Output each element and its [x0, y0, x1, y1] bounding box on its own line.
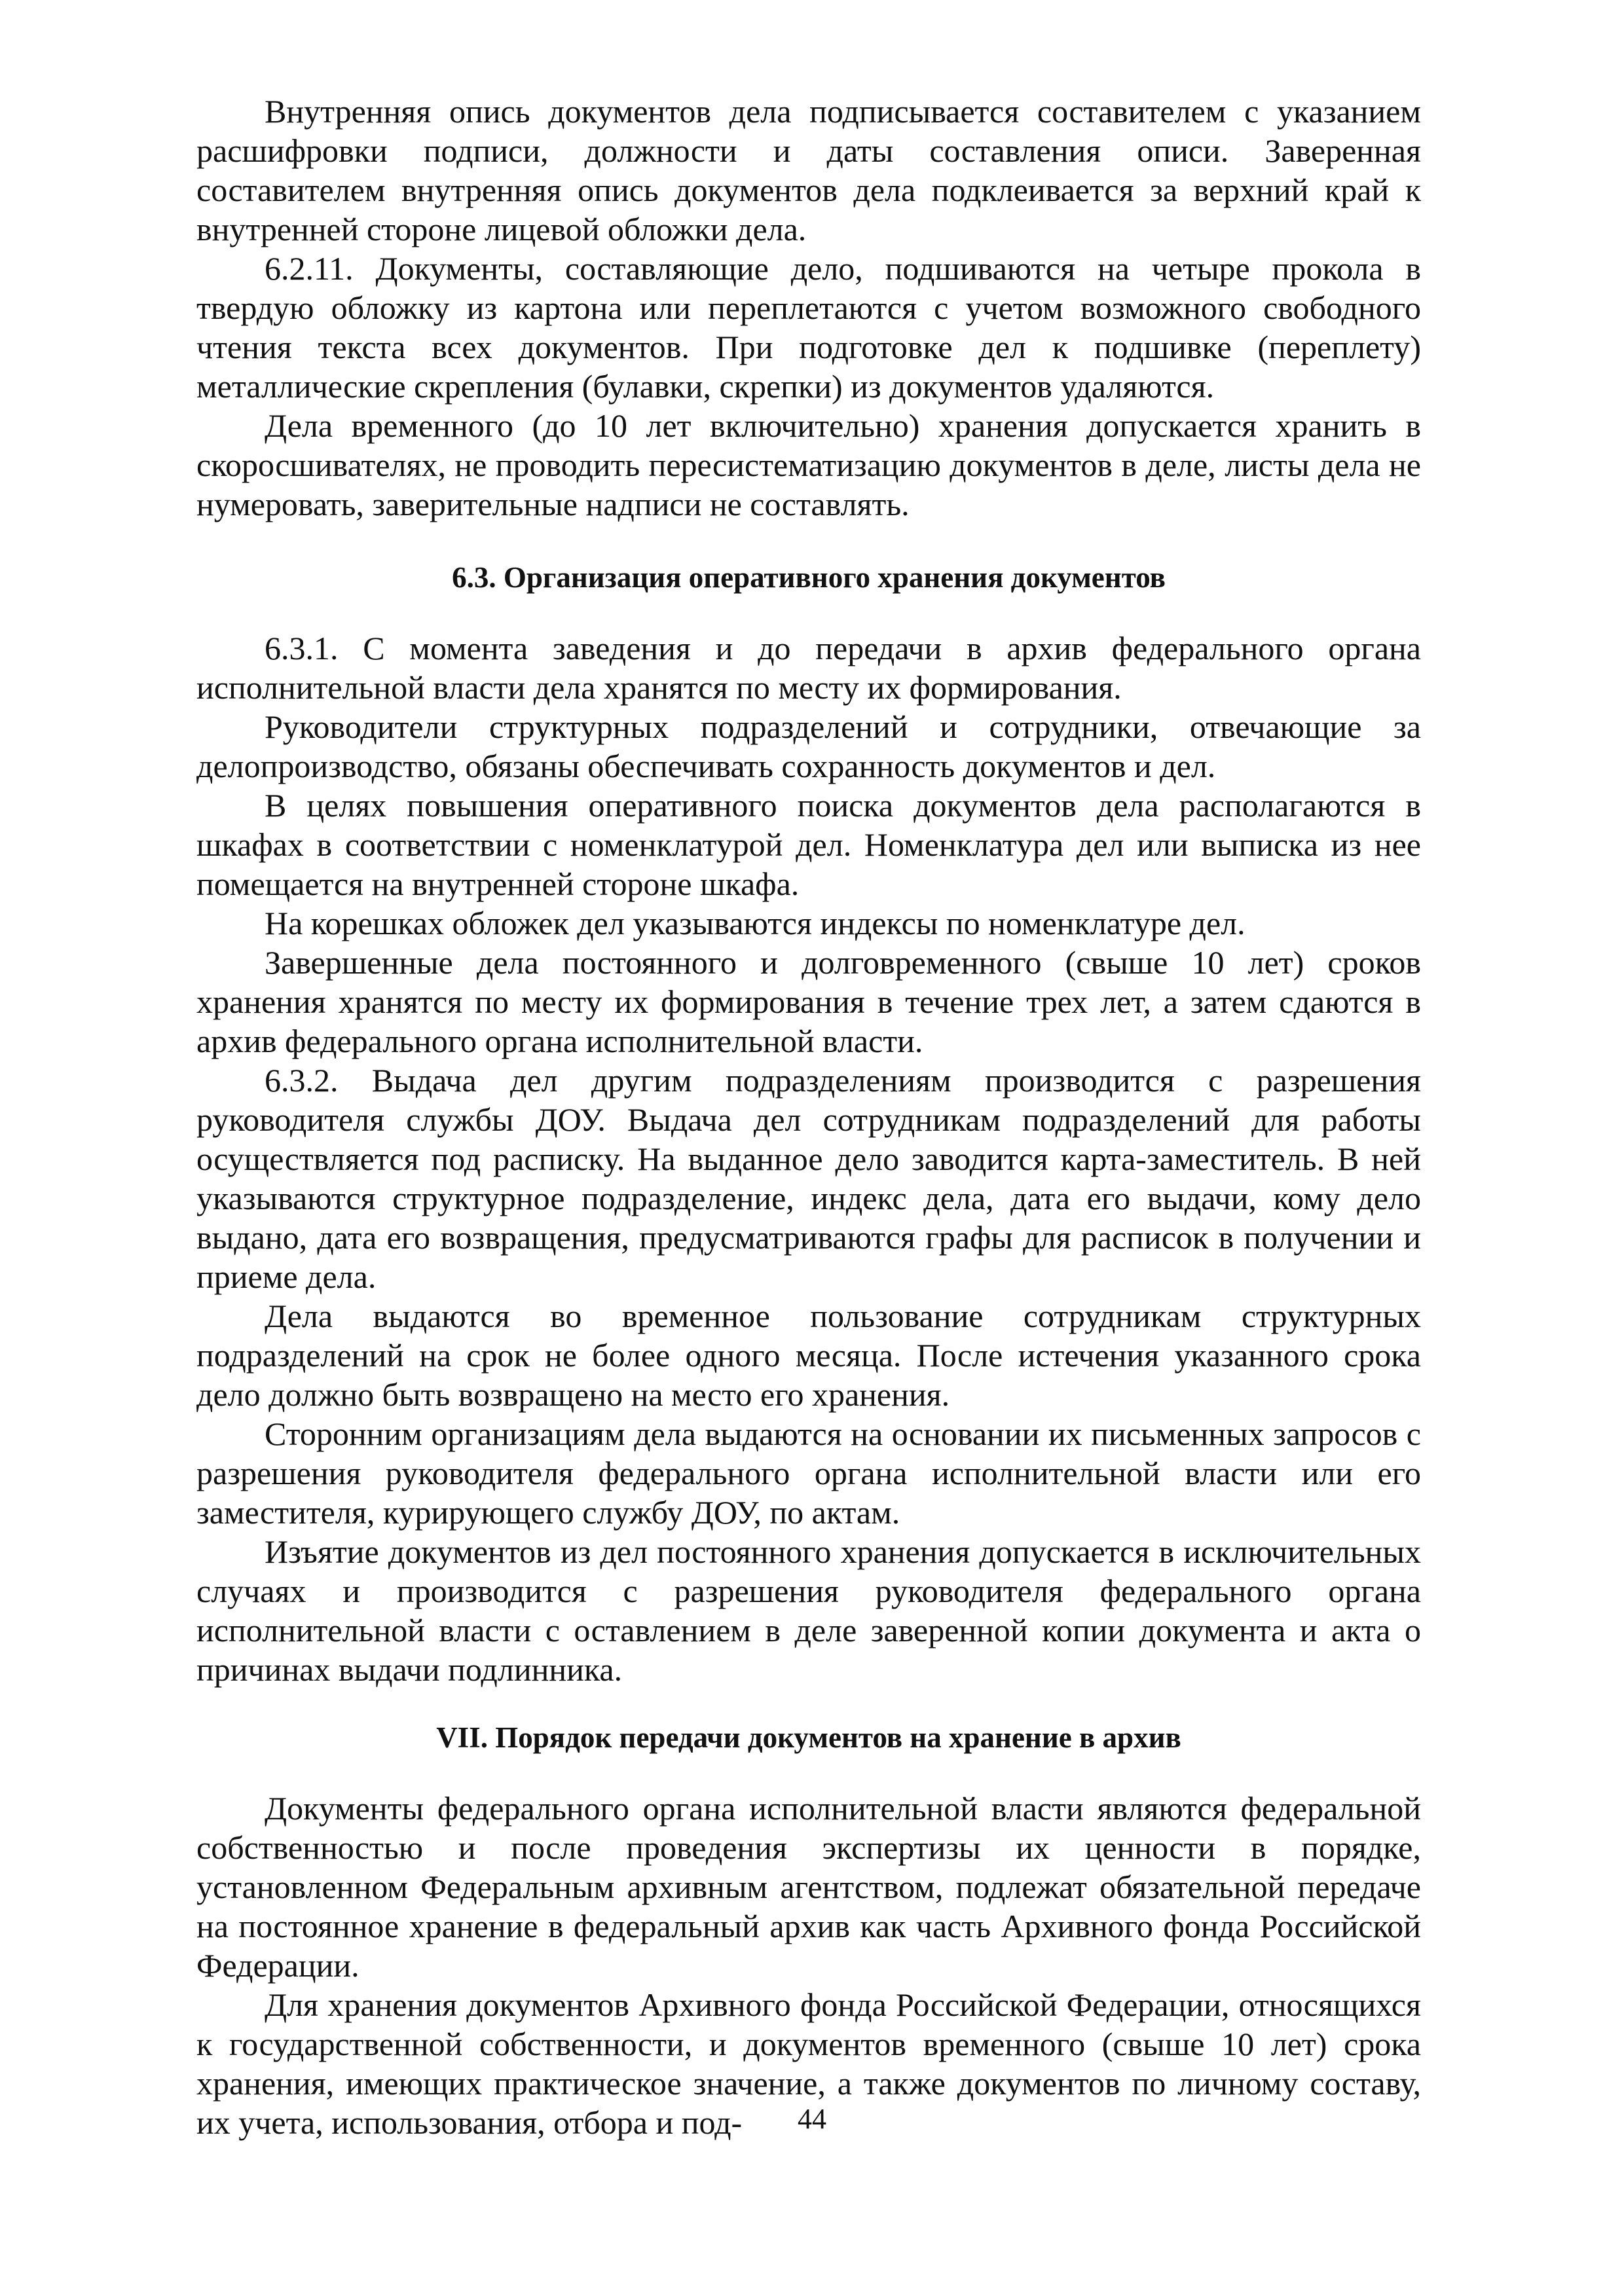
paragraph-withdrawal: Изъятие документов из дел постоянного хранения допускается в исключительных случаях и производится с разрешения руководителя федерального органа исполнительной власти с оставлением в деле заверенной копии документа и акта о причинах выдачи подлинника.	[196, 1533, 1421, 1688]
section-heading-6-3: 6.3. Организация оперативного хранения документов	[452, 561, 1166, 594]
page-number: 44	[798, 2103, 826, 2135]
paragraph-6-3-2: 6.3.2. Выдача дел другим подразделениям производится с разрешения руководителя службы ДОУ. Выдача дел сотрудникам подразделений для работы осуществляется под расписку. На выданное дело заводится карта-заместитель. В ней указываются структурное подразделение, индекс дела, дата его выдачи, кому дело выдано, дата его возвращения, предусматриваются графы для расписок в получении и приеме дела.	[196, 1062, 1421, 1295]
paragraph-completed-cases: Завершенные дела постоянного и долговременного (свыше 10 лет) сроков хранения хранятся по месту их формирования в течение трех лет, а затем сдаются в архив федерального органа исполнительной власти.	[196, 944, 1421, 1059]
section-heading-vii: VII. Порядок передачи документов на хранение в архив	[436, 1721, 1181, 1754]
document-page	[196, 92, 1421, 2142]
paragraph-6-3-1: 6.3.1. С момента заведения и до передачи в архив федерального органа исполнительной власти дела хранятся по месту их формирования.	[196, 630, 1421, 706]
paragraph-managers-responsibility: Руководители структурных подразделений и сотрудники, отвечающие за делопроизводство, обязаны обеспечивать сохранность документов и дел.	[196, 708, 1421, 784]
paragraph-temporary-cases: Дела временного (до 10 лет включительно) хранения допускается хранить в скоросшивателях, не проводить пересистематизацию документов в деле, листы дела не нумеровать, заверительные надписи не составлять.	[196, 407, 1421, 522]
paragraph-archive-storage: Для хранения документов Архивного фонда Российской Федерации, относящихся к государственной собственности, и документов временного (свыше 10 лет) срока хранения, имеющих практическое значение, а также документов по личному составу, их учета, использования, отбора и под-	[196, 1986, 1421, 2141]
paragraph-temporary-use: Дела выдаются во временное пользование сотрудникам структурных подразделений на срок не более одного месяца. После истечения указанного срока дело должно быть возвращено на место его хранения.	[196, 1298, 1421, 1413]
spacer	[196, 1689, 1421, 1718]
spacer	[196, 597, 1421, 629]
paragraph-third-parties: Сторонним организациям дела выдаются на основании их письменных запросов с разрешения руководителя федерального органа исполнительной власти или его заместителя, курирующего службу ДОУ, по актам.	[196, 1415, 1421, 1531]
spacer	[196, 1757, 1421, 1789]
paragraph-6-2-11: 6.2.11. Документы, составляющие дело, подшиваются на четыре прокола в твердую обложку из картона или переплетаются с учетом возможного свободного чтения текста всех документов. При подготовке дел к подшивке (переплету) металлические скрепления (булавки, скрепки) из документов удаляются.	[196, 250, 1421, 405]
paragraphs-top	[196, 92, 1421, 524]
section-6-3-body	[196, 629, 1421, 1689]
paragraph-spine-indexes: На корешках обложек дел указываются индексы по номенклатуре дел.	[265, 905, 1246, 941]
spacer	[196, 524, 1421, 558]
section-vii-body	[196, 1789, 1421, 2142]
paragraph-inventory-signature: Внутренняя опись документов дела подписывается составителем с указанием расшифровки подписи, должности и даты составления описи. Заверенная составителем внутренняя опись документов дела подклеивается за верхний край к внутренней стороне лицевой обложки дела.	[196, 93, 1421, 247]
paragraph-federal-property: Документы федерального органа исполнительной власти являются федеральной собственностью и после проведения экспертизы их ценности в порядке, установленном Федеральным архивным агентством, подлежат обязательной передаче на постоянное хранение в федеральный архив как часть Архивного фонда Российской Федерации.	[196, 1790, 1421, 1984]
paragraph-cabinets: В целях повышения оперативного поиска документов дела располагаются в шкафах в соответствии с номенклатурой дел. Номенклатура дел или выписка из нее помещается на внутренней стороне шкафа.	[196, 787, 1421, 902]
